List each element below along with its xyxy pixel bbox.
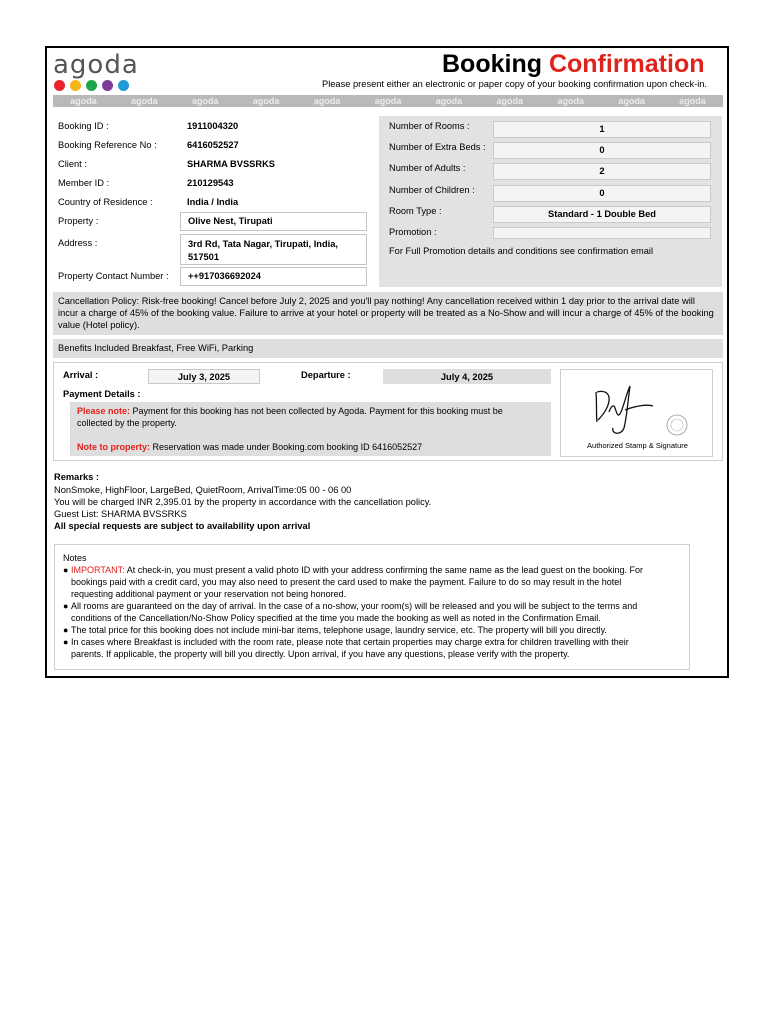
notes-box xyxy=(54,544,690,670)
bullet-icon: ● xyxy=(63,637,69,647)
bullet-icon: ● xyxy=(63,601,69,611)
departure-value: July 4, 2025 xyxy=(383,369,551,384)
address-line-2: 517501 xyxy=(188,252,220,262)
strip-word: agoda xyxy=(192,96,219,106)
strip-word: agoda xyxy=(313,96,341,106)
note-4-line-2: parents. If applicable, the property will bill you directly. Upon arrival, if you have any questions, please verify with the property. xyxy=(71,649,570,659)
note-1-line-2: bookings paid with a credit card, you may also need to present the card used to make the payment. Failure to do so may result in the hotel xyxy=(71,577,622,587)
member-id-value: 210129543 xyxy=(187,178,234,188)
address-box xyxy=(180,234,367,265)
note-1-line-3: requesting additional payment or your reservation not being honored. xyxy=(71,589,347,599)
arrival-label: Arrival : xyxy=(63,370,99,380)
strip-word: agoda xyxy=(679,96,706,106)
note-to-property-label: Note to property: xyxy=(77,442,150,452)
strip-word: agoda xyxy=(131,96,158,106)
important-label: IMPORTANT: xyxy=(71,565,125,575)
logo-dot-blue xyxy=(118,80,129,91)
strip-word: agoda xyxy=(557,96,584,106)
cancellation-line-2: incur a charge of 45% of the booking value. Failure to arrive at your hotel or property will be treated as a No-Show and will incur a charge of 45% of the booking xyxy=(58,308,714,318)
remarks-line-3: Guest List: SHARMA BVSSRKS xyxy=(54,509,187,519)
benefits-bar xyxy=(53,339,723,358)
agoda-logo: agoda xyxy=(53,50,139,80)
signature-image xyxy=(561,370,714,440)
booking-ref-label: Booking Reference No : xyxy=(58,140,157,150)
note-item-1 xyxy=(63,564,681,600)
client-value: SHARMA BVSSRKS xyxy=(187,159,275,169)
stamp-seal xyxy=(667,415,687,435)
logo-dot-yellow xyxy=(70,80,81,91)
children-value: 0 xyxy=(493,185,711,202)
country-label: Country of Residence : xyxy=(58,197,153,207)
payment-details-label: Payment Details : xyxy=(63,389,141,399)
notes-title: Notes xyxy=(63,553,87,563)
note-item-4 xyxy=(63,636,681,660)
strip-word: agoda xyxy=(374,96,402,106)
logo-dot-green xyxy=(86,80,97,91)
rooms-label: Number of Rooms : xyxy=(389,121,470,131)
remarks-title: Remarks : xyxy=(54,472,99,482)
note-item-2 xyxy=(63,600,681,624)
payment-note-box xyxy=(70,402,551,456)
room-type-value: Standard - 1 Double Bed xyxy=(493,206,711,223)
bullet-icon: ● xyxy=(63,625,69,635)
extra-beds-value: 0 xyxy=(493,142,711,159)
note-to-property xyxy=(77,441,544,453)
remarks-line-1: NonSmoke, HighFloor, LargeBed, QuietRoom, ArrivalTime:05 00 - 06 00 xyxy=(54,485,352,495)
strip-word: agoda xyxy=(70,96,97,106)
booking-id-value: 1911004320 xyxy=(187,121,239,131)
children-label: Number of Children : xyxy=(389,185,475,195)
cancellation-line-3: value (Hotel policy). xyxy=(58,320,140,330)
please-note-text-2: collected by the property. xyxy=(77,418,177,428)
contact-value: ++917036692024 xyxy=(188,271,261,281)
address-line-1: 3rd Rd, Tata Nagar, Tirupati, India, xyxy=(188,239,338,249)
country-value: India / India xyxy=(187,197,239,207)
member-id-label: Member ID : xyxy=(58,178,110,188)
extra-beds-label: Number of Extra Beds : xyxy=(389,142,486,152)
promotion-note: For Full Promotion details and conditions see confirmation email xyxy=(389,246,654,256)
note-4-line-1: In cases where Breakfast is included with the room rate, please note that certain properties may charge extra for children travelling with their xyxy=(71,637,629,647)
remarks-line-2: You will be charged INR 2,395.01 by the property in accordance with the cancellation policy. xyxy=(54,497,432,507)
departure-label: Departure : xyxy=(301,370,351,380)
note-2-line-1: All rooms are guaranteed on the day of arrival. In the case of a no-show, your room(s) will be released and you will be subject to the terms and xyxy=(71,601,638,611)
note-item-3 xyxy=(63,624,681,636)
contact-label: Property Contact Number : xyxy=(58,271,169,281)
address-value xyxy=(188,238,338,264)
page-subtitle: Please present either an electronic or paper copy of your booking confirmation upon check-in. xyxy=(322,79,708,89)
strip-word: agoda xyxy=(435,96,463,106)
address-label: Address : xyxy=(58,238,98,248)
room-type-label: Room Type : xyxy=(389,206,442,216)
cancellation-line-1: Cancellation Policy: Risk-free booking! Cancel before July 2, 2025 and you'll pay nothing! Any cancellation received within 1 day prior to the arrival date will xyxy=(58,296,695,306)
signature-box xyxy=(560,369,713,457)
note-2-line-2: conditions of the Cancellation/No-Show Policy specified at the time you made the booking as well as noted in the Confirmation Email. xyxy=(71,613,601,623)
adults-label: Number of Adults : xyxy=(389,163,466,173)
note-3-line-1: The total price for this booking does not include mini-bar items, telephone usage, laundry service, etc. The property will bill you directly. xyxy=(71,625,607,635)
property-value: Olive Nest, Tirupati xyxy=(188,216,273,226)
logo-dot-red xyxy=(54,80,65,91)
remarks-line-4: All special requests are subject to availability upon arrival xyxy=(54,521,311,531)
strip-word: agoda xyxy=(618,96,645,106)
promotion-value xyxy=(493,227,711,239)
property-label: Property : xyxy=(58,216,99,226)
booking-ref-value: 6416052527 xyxy=(187,140,239,150)
please-note-label: Please note: xyxy=(77,406,131,416)
logo-dot-purple xyxy=(102,80,113,91)
please-note-text: Payment for this booking has not been collected by Agoda. Payment for this booking must be xyxy=(132,406,503,416)
benefits-text: Benefits Included Breakfast, Free WiFi, Parking xyxy=(58,343,254,353)
rooms-value: 1 xyxy=(493,121,711,138)
booking-id-label: Booking ID : xyxy=(58,121,109,131)
signature-caption: Authorized Stamp & Signature xyxy=(587,441,688,450)
client-label: Client : xyxy=(58,159,87,169)
promotion-label: Promotion : xyxy=(389,227,437,237)
property-box xyxy=(180,212,367,231)
note-to-property-text: Reservation was made under Booking.com booking ID 6416052527 xyxy=(152,442,423,452)
agoda-watermark-strip xyxy=(53,95,723,107)
strip-word: agoda xyxy=(496,96,524,106)
adults-value: 2 xyxy=(493,163,711,180)
note-1-line-1: At check-in, you must present a valid photo ID with your address confirming the same name as the lead guest on the booking. For xyxy=(126,565,643,575)
please-note xyxy=(77,405,544,417)
arrival-value: July 3, 2025 xyxy=(148,369,260,384)
page-title: Booking Confirmation xyxy=(442,50,705,78)
cancellation-policy xyxy=(53,292,723,335)
contact-box xyxy=(180,267,367,286)
strip-word: agoda xyxy=(252,96,280,106)
bullet-icon: ● xyxy=(63,565,69,575)
